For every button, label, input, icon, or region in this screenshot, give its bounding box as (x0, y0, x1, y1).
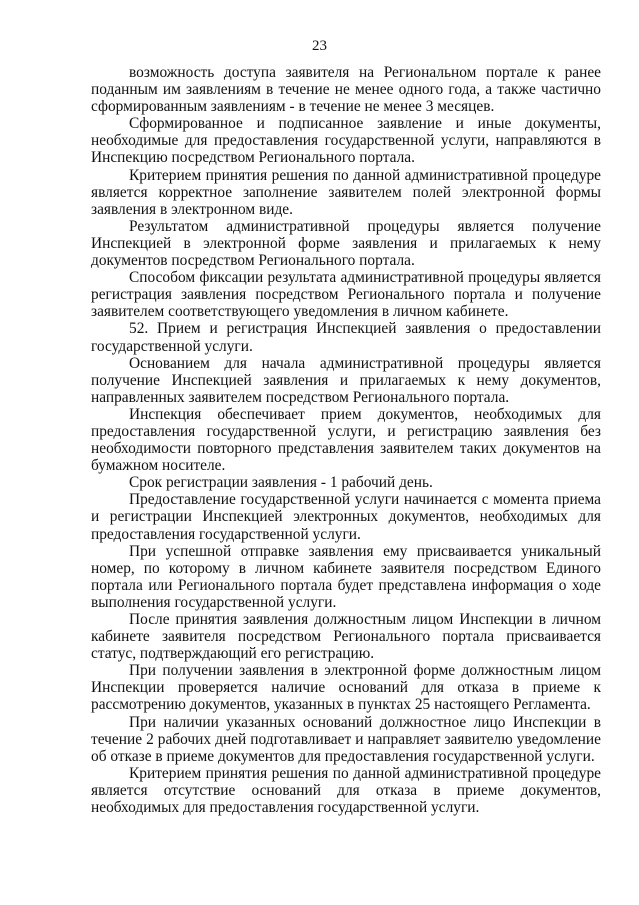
paragraph: Инспекция обеспечивает прием документов, необходимых для предоставления государственной услуги, и регистрацию заявления без необходимости повторного представления заявителем таких документов на бумажном носителе. (91, 405, 601, 475)
paragraph: Способом фиксации результата административной процедуры является регистрация заявления посредством Регионального портала и получение заявителем соответствующего уведомления в личном кабинете. (91, 269, 601, 321)
paragraph: Критерием принятия решения по данной административной процедуре является отсутствие оснований для отказа в приеме документов, необходимых для предоставления государственной услуги. (91, 764, 601, 817)
paragraph-continuation: возможность доступа заявителя на Региональном портале к ранее поданным им заявлениям в течение не менее одного года, а также частично сформированным заявлениям - в течение не менее 3 месяцев. (91, 64, 601, 116)
paragraph: При получении заявления в электронной форме должностным лицом Инспекции проверяется наличие оснований для отказа в приеме к рассмотрению документов, указанных в пунктах 25 настоящего Регламента. (91, 662, 601, 714)
document-body (91, 64, 601, 816)
paragraph: Критерием принятия решения по данной административной процедуре является корректное заполнение заявителем полей электронной формы заявления в электронном виде. (91, 166, 601, 218)
paragraph: При наличии указанных оснований должностное лицо Инспекции в течение 2 рабочих дней подготавливает и направляет заявителю уведомление об отказе в приеме документов для предоставления государственной услуги. (91, 713, 601, 765)
paragraph: Срок регистрации заявления - 1 рабочий день. (129, 474, 433, 492)
page-number: 23 (312, 38, 327, 54)
paragraph: После принятия заявления должностным лицом Инспекции в личном кабинете заявителя посредством Регионального портала присваивается статус, подтверждающий его регистрацию. (91, 611, 601, 663)
paragraph: Результатом административной процедуры является получение Инспекцией в электронной форме заявления и прилагаемых к нему документов посредством Регионального портала. (91, 217, 601, 270)
paragraph: Сформированное и подписанное заявление и иные документы, необходимые для предоставления государственной услуги, направляются в Инспекцию посредством Регионального портала. (91, 115, 601, 167)
paragraph: Предоставление государственной услуги начинается с момента приема и регистрации Инспекцией электронных документов, необходимых для предоставления государственной услуги. (91, 491, 601, 543)
section-heading-52: 52. Прием и регистрация Инспекцией заявления о предоставлении государственной услуги. (91, 320, 601, 355)
paragraph: При успешной отправке заявления ему присваивается уникальный номер, по которому в личном кабинете заявителя посредством Единого портала или Регионального портала будет представлена информация о ходе выполнения государственной услуги. (91, 542, 601, 611)
paragraph: Основанием для начала административной процедуры является получение Инспекцией заявления и прилагаемых к нему документов, направленных заявителем посредством Регионального портала. (91, 354, 601, 406)
